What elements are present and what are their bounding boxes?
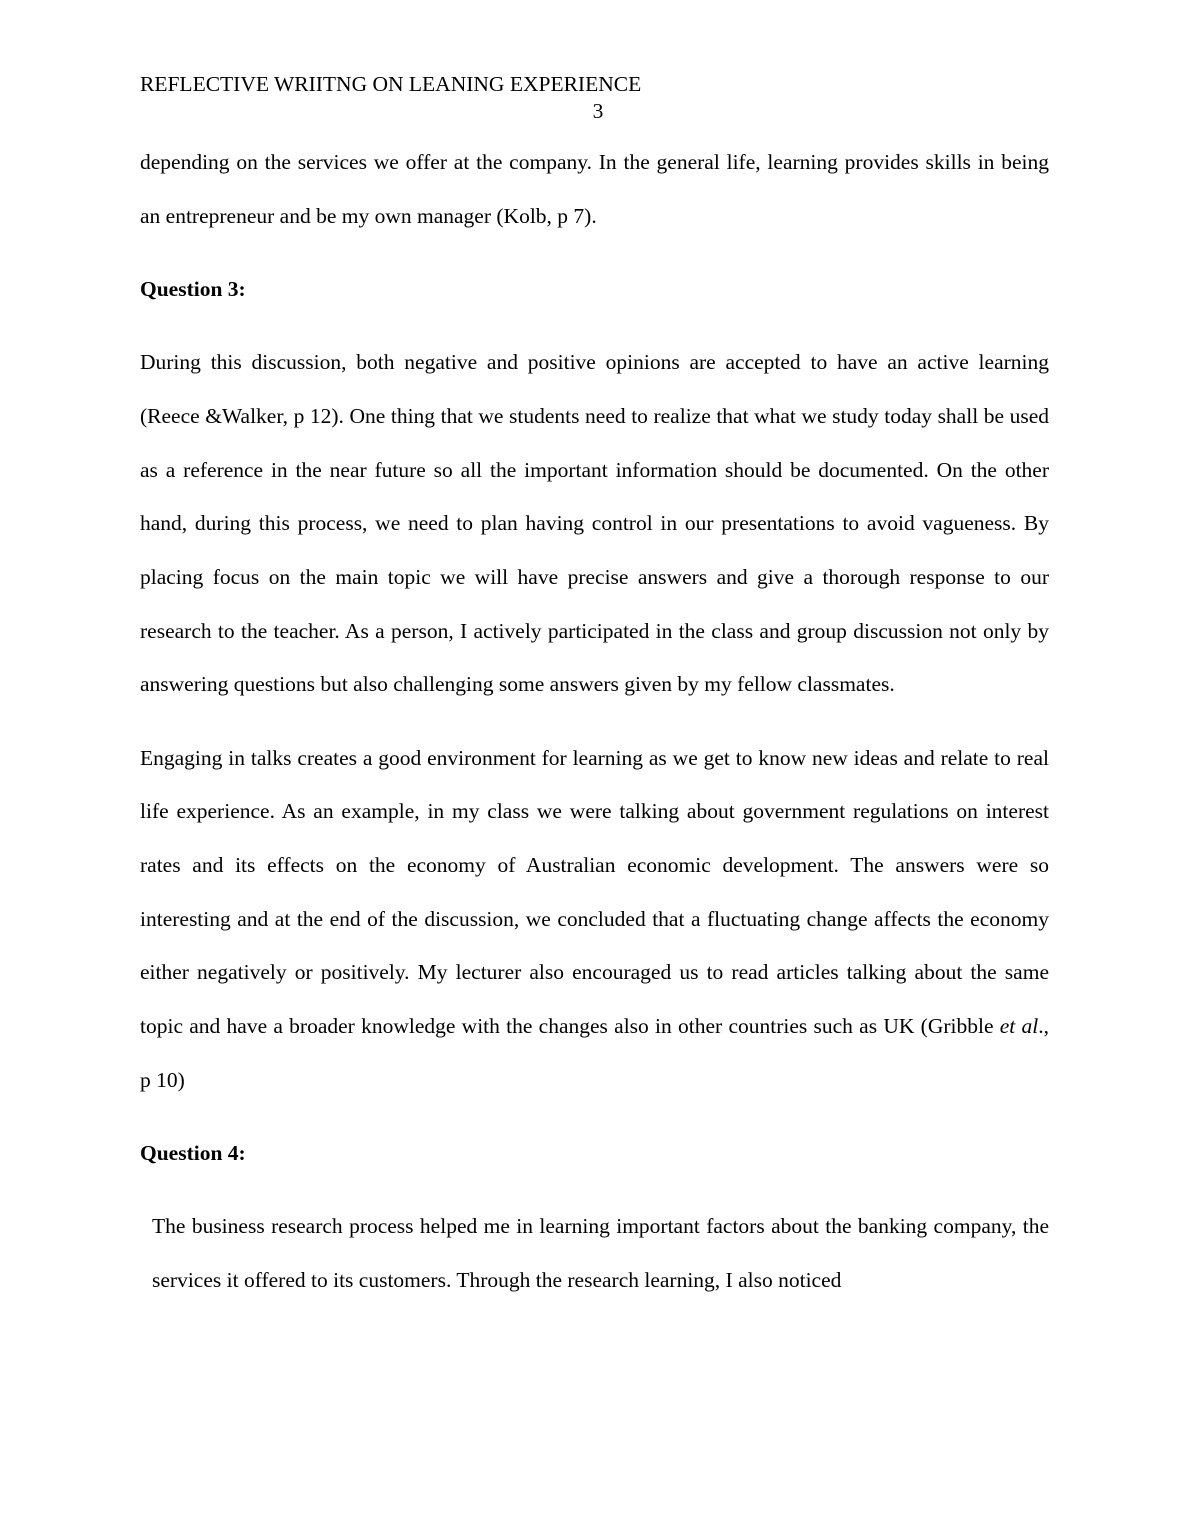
- running-head: REFLECTIVE WRIITNG ON LEANING EXPERIENCE: [140, 72, 642, 96]
- citation-et-al: et al: [999, 1014, 1039, 1039]
- page-number: 3: [592, 99, 604, 123]
- intro-paragraph: depending on the services we offer at the company. In the general life, learning provides skills in being an entrepreneur and be my own manager (Kolb, p 7).: [140, 150, 1049, 228]
- paragraph-text-end: ., p 10): [140, 1014, 1049, 1092]
- question-3-paragraph-2: [140, 732, 1049, 1108]
- question-4-heading: Question 4:: [140, 1140, 246, 1165]
- question-3-paragraph-1: During this discussion, both negative and positive opinions are accepted to have an active learning (Reece &Walker, p 12). One thing that we students need to realize that what we study today shall be used as a reference in the near future so all the important information should be documented. On the other hand, during this process, we need to plan having control in our presentations to avoid vagueness. By placing focus on the main topic we will have precise answers and give a thorough response to our research to the teacher. As a person, I actively participated in the class and group discussion not only by answering questions but also challenging some answers given by my fellow classmates.: [140, 350, 1049, 697]
- document-body: [140, 136, 1049, 1308]
- question-4-paragraph-1: The business research process helped me in learning important factors about the banking company, the services it offered to its customers. Through the research learning, I also noticed: [152, 1214, 1049, 1292]
- question-3-heading: Question 3:: [140, 276, 246, 301]
- paragraph-text: Engaging in talks creates a good environment for learning as we get to know new ideas and relate to real life experience. As an example, in my class we were talking about government regulations on interest rates and its effects on the economy of Australian economic development. The answers were so interesting and at the end of the discussion, we concluded that a fluctuating change affects the economy either negatively or positively. My lecturer also encouraged us to read articles talking about the same topic and have a broader knowledge with the changes also in other countries such as UK (Gribble: [140, 745, 1049, 1039]
